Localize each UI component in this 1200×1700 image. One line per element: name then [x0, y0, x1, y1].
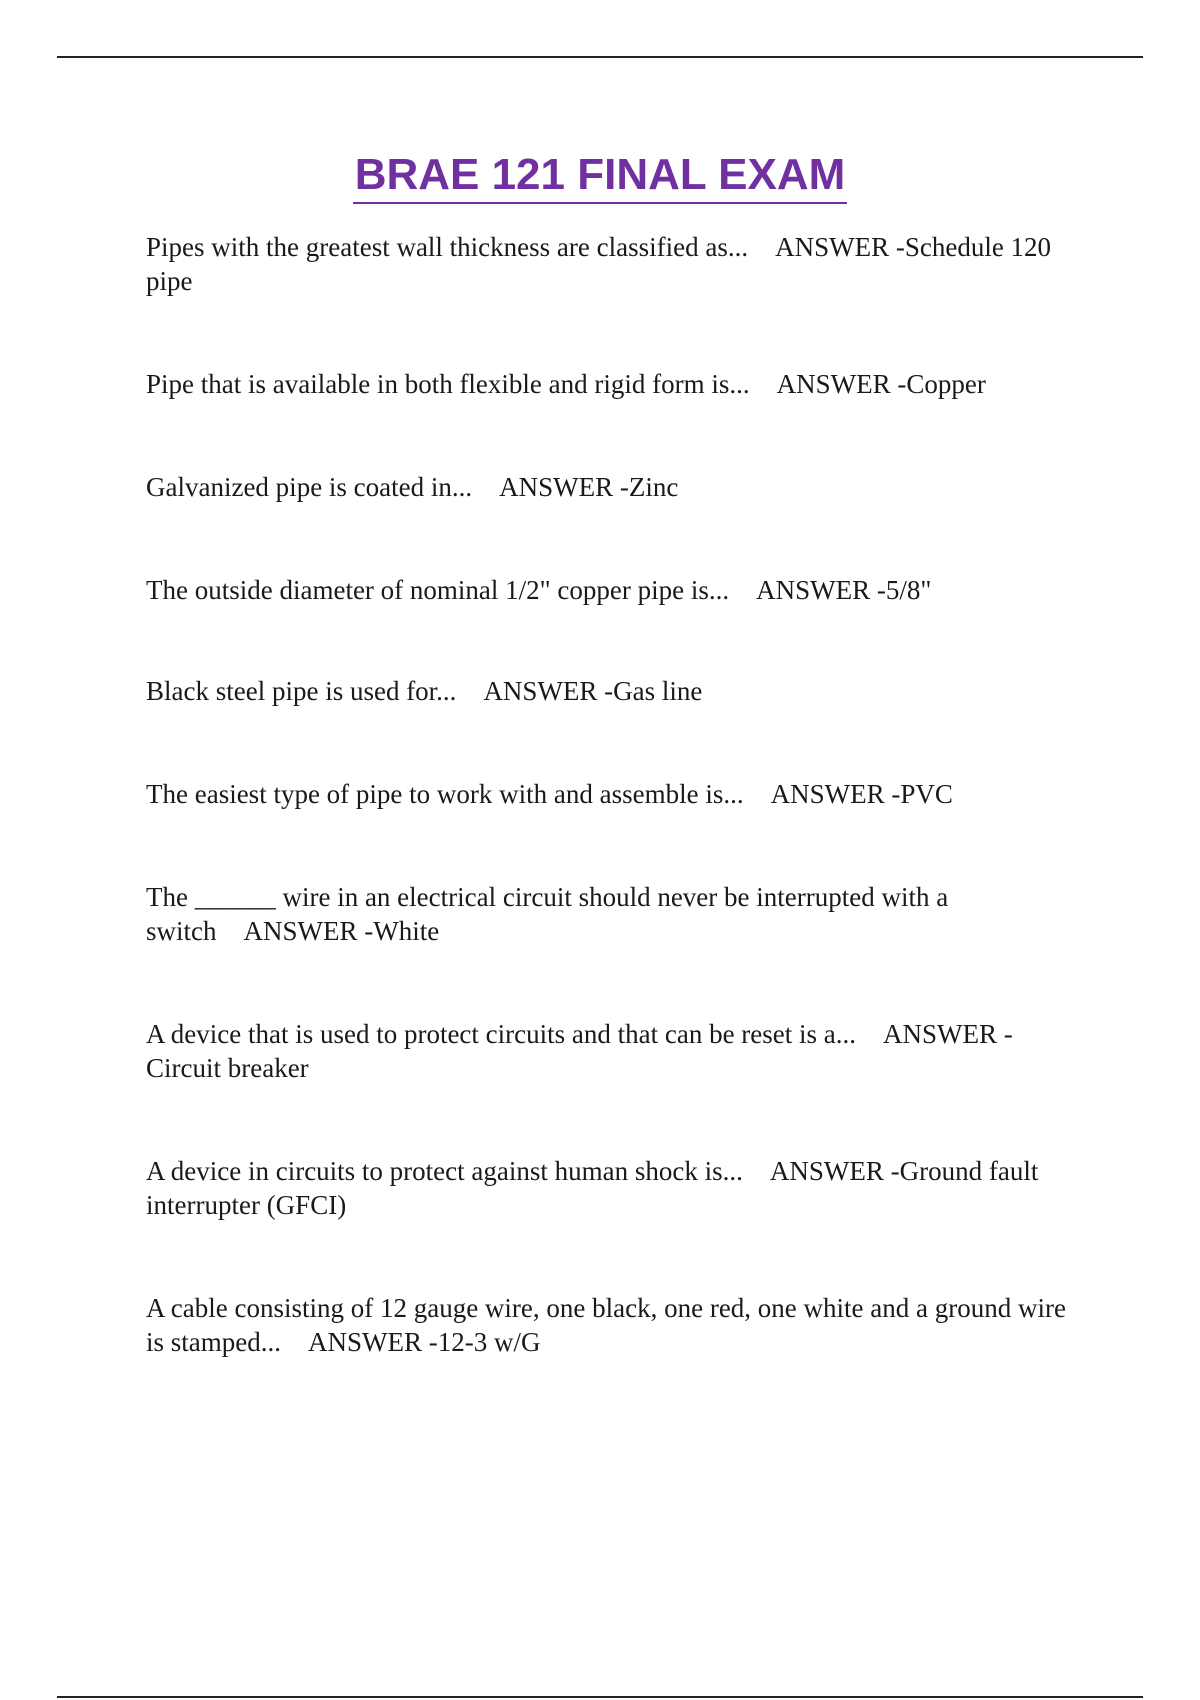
title-container — [0, 148, 1200, 204]
answer-text: ANSWER -Ground fault interrupter (GFCI) — [146, 1156, 1046, 1220]
qa-item — [146, 573, 1086, 607]
question-text: Black steel pipe is used for... — [146, 676, 457, 706]
question-text: Galvanized pipe is coated in... — [146, 472, 473, 502]
question-text: Pipes with the greatest wall thickness are classified as... — [146, 232, 749, 262]
answer-text: ANSWER -White — [243, 916, 440, 946]
question-text: The outside diameter of nominal 1/2" copper pipe is... — [146, 575, 730, 605]
question-text: Pipe that is available in both flexible and rigid form is... — [146, 369, 750, 399]
question-text: The ______ wire in an electrical circuit should never be interrupted with a switch — [146, 882, 955, 946]
question-text: The easiest type of pipe to work with and assemble is... — [146, 779, 744, 809]
answer-text: ANSWER -Schedule 120 pipe — [146, 232, 1058, 296]
qa-item — [146, 1017, 1086, 1085]
qa-item — [146, 1291, 1086, 1359]
qa-item — [146, 880, 1086, 948]
answer-text: ANSWER -Gas line — [483, 676, 703, 706]
qa-item — [146, 674, 1086, 708]
question-text: A device in circuits to protect against human shock is... — [146, 1156, 743, 1186]
answer-text: ANSWER -5/8" — [756, 575, 932, 605]
qa-item — [146, 1154, 1086, 1222]
qa-item — [146, 230, 1086, 298]
bottom-rule — [57, 1696, 1143, 1698]
answer-text: ANSWER -PVC — [770, 779, 953, 809]
qa-item — [146, 367, 1086, 401]
qa-item — [146, 470, 1086, 504]
document-title: BRAE 121 FINAL EXAM — [353, 148, 848, 204]
question-text: A cable consisting of 12 gauge wire, one black, one red, one white and a ground wire is stamped... — [146, 1293, 1073, 1357]
question-text: A device that is used to protect circuits and that can be reset is a... — [146, 1019, 857, 1049]
answer-text: ANSWER -Zinc — [499, 472, 679, 502]
answer-text: ANSWER - Circuit breaker — [146, 1019, 1020, 1083]
top-rule — [57, 56, 1143, 58]
answer-text: ANSWER -12-3 w/G — [308, 1327, 541, 1357]
answer-text: ANSWER -Copper — [776, 369, 986, 399]
qa-item — [146, 777, 1086, 811]
